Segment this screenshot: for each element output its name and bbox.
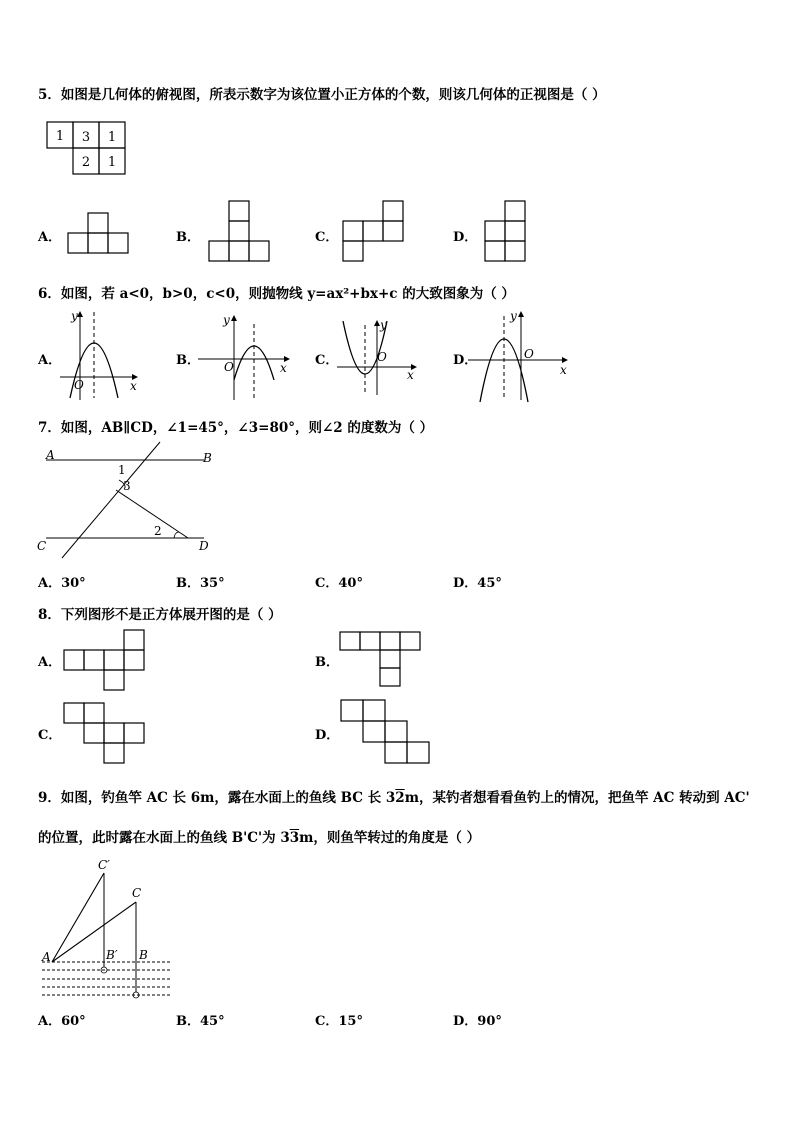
q5-top-view-grid [47,122,129,178]
q6d-x-label: x [560,363,567,377]
q9-stem-line1-a: 9．如图，钓鱼竿 AC 长 6m，露在水面上的鱼线 BC 长 3 [38,790,396,806]
q8-option-b-label[interactable]: B． [315,655,339,670]
q6a-origin-label: O [74,378,84,392]
grid-cell-2: 3 [81,130,91,145]
q5-option-b-figure[interactable] [209,201,269,261]
q8-option-c-net[interactable] [64,703,146,763]
q8-option-b-net[interactable] [340,632,422,687]
q6-option-a-label[interactable]: A． [38,353,62,368]
q9-fishing-rod-figure [36,855,176,1000]
q6-option-b-label[interactable]: B． [176,353,200,368]
q7-option-c[interactable]: C．40° [315,576,363,591]
q7-option-d[interactable]: D．45° [453,576,502,591]
q9-stem-line2-radicand: 3 [289,830,300,846]
q6a-y-label: y [71,309,78,323]
q6-option-c-label[interactable]: C． [315,353,339,368]
q7-label-c: C [37,539,47,553]
q6c-origin-label: O [377,350,387,364]
q8-option-d-label[interactable]: D． [315,728,340,743]
q6d-origin-label: O [524,347,534,361]
q9-label-b: B [139,948,148,962]
q8-option-a-label[interactable]: A． [38,655,62,670]
grid-cell-1: 1 [55,129,65,144]
q7-parallel-lines-figure [36,440,226,560]
q5-option-d-figure[interactable] [485,201,525,261]
q5-option-b-label[interactable]: B． [176,230,200,245]
q9-stem-line2-b: m，则鱼竿转过的角度是（ ） [299,830,481,846]
q7-label-d: D [199,539,209,553]
q9-stem-line1-b: m，某钓者想看看鱼钓上的情况，把鱼竿 AC 转动到 AC' [404,790,750,806]
q6-option-d-graph[interactable] [468,306,572,402]
q6c-x-label: x [407,368,414,382]
grid-cell-3: 1 [107,130,117,145]
q9-option-d[interactable]: D．90° [453,1014,502,1029]
q6b-y-label: y [223,313,230,327]
q7-label-a: A [46,448,55,462]
q8-stem: 8．下列图形不是正方体展开图的是（ ） [38,607,282,623]
q7-angle-3: 3 [123,479,131,493]
q5-option-c-figure[interactable] [343,201,403,261]
q5-option-c-label[interactable]: C． [315,230,339,245]
q6-stem: 6．如图，若 a<0，b>0，c<0，则抛物线 y=ax²+bx+c 的大致图象为（ ） [38,286,515,302]
q6b-x-label: x [280,361,287,375]
q6-option-a-graph[interactable] [60,308,140,400]
q9-option-b[interactable]: B．45° [176,1014,225,1029]
q7-label-b: B [203,451,212,465]
q6a-x-label: x [130,379,137,393]
q9-stem-line2 [38,826,480,846]
q9-stem-line2-a: 的位置，此时露在水面上的鱼线 B'C'为 3 [38,830,290,846]
q8-option-c-label[interactable]: C． [38,728,62,743]
q5-stem: 5．如图是几何体的俯视图，所表示数字为该位置小正方体的个数，则该几何体的正视图是（ ） [38,87,606,103]
q7-option-b[interactable]: B．35° [176,576,225,591]
q9-label-c-prime: C′ [98,858,110,872]
q6-option-d-label[interactable]: D． [453,353,478,368]
q7-stem: 7．如图，AB∥CD，∠1=45°，∠3=80°，则∠2 的度数为（ ） [38,420,434,436]
q9-label-a: A [42,950,51,964]
q5-option-d-label[interactable]: D． [453,230,478,245]
q6c-y-label: y [380,318,387,332]
q5-option-a-label[interactable]: A． [38,230,62,245]
q9-stem-line1 [38,786,750,806]
q8-option-a-net[interactable] [64,630,146,690]
q6-option-b-graph[interactable] [198,312,294,400]
q9-option-c[interactable]: C．15° [315,1014,363,1029]
q6-option-c-graph[interactable] [337,317,421,397]
q9-option-a[interactable]: A．60° [38,1014,86,1029]
q6b-origin-label: O [224,360,234,374]
q9-label-b-prime: B′ [106,948,118,962]
grid-cell-4: 2 [81,155,91,170]
q7-option-a[interactable]: A．30° [38,576,86,591]
q9-stem-line1-radicand: 2 [395,790,405,806]
q7-angle-1: 1 [118,463,126,477]
q6d-y-label: y [510,309,517,323]
q7-angle-2: 2 [154,524,162,538]
q5-option-a-figure[interactable] [68,213,128,253]
q8-option-d-net[interactable] [341,700,435,764]
grid-cell-5: 1 [107,155,117,170]
q9-label-c: C [132,886,142,900]
